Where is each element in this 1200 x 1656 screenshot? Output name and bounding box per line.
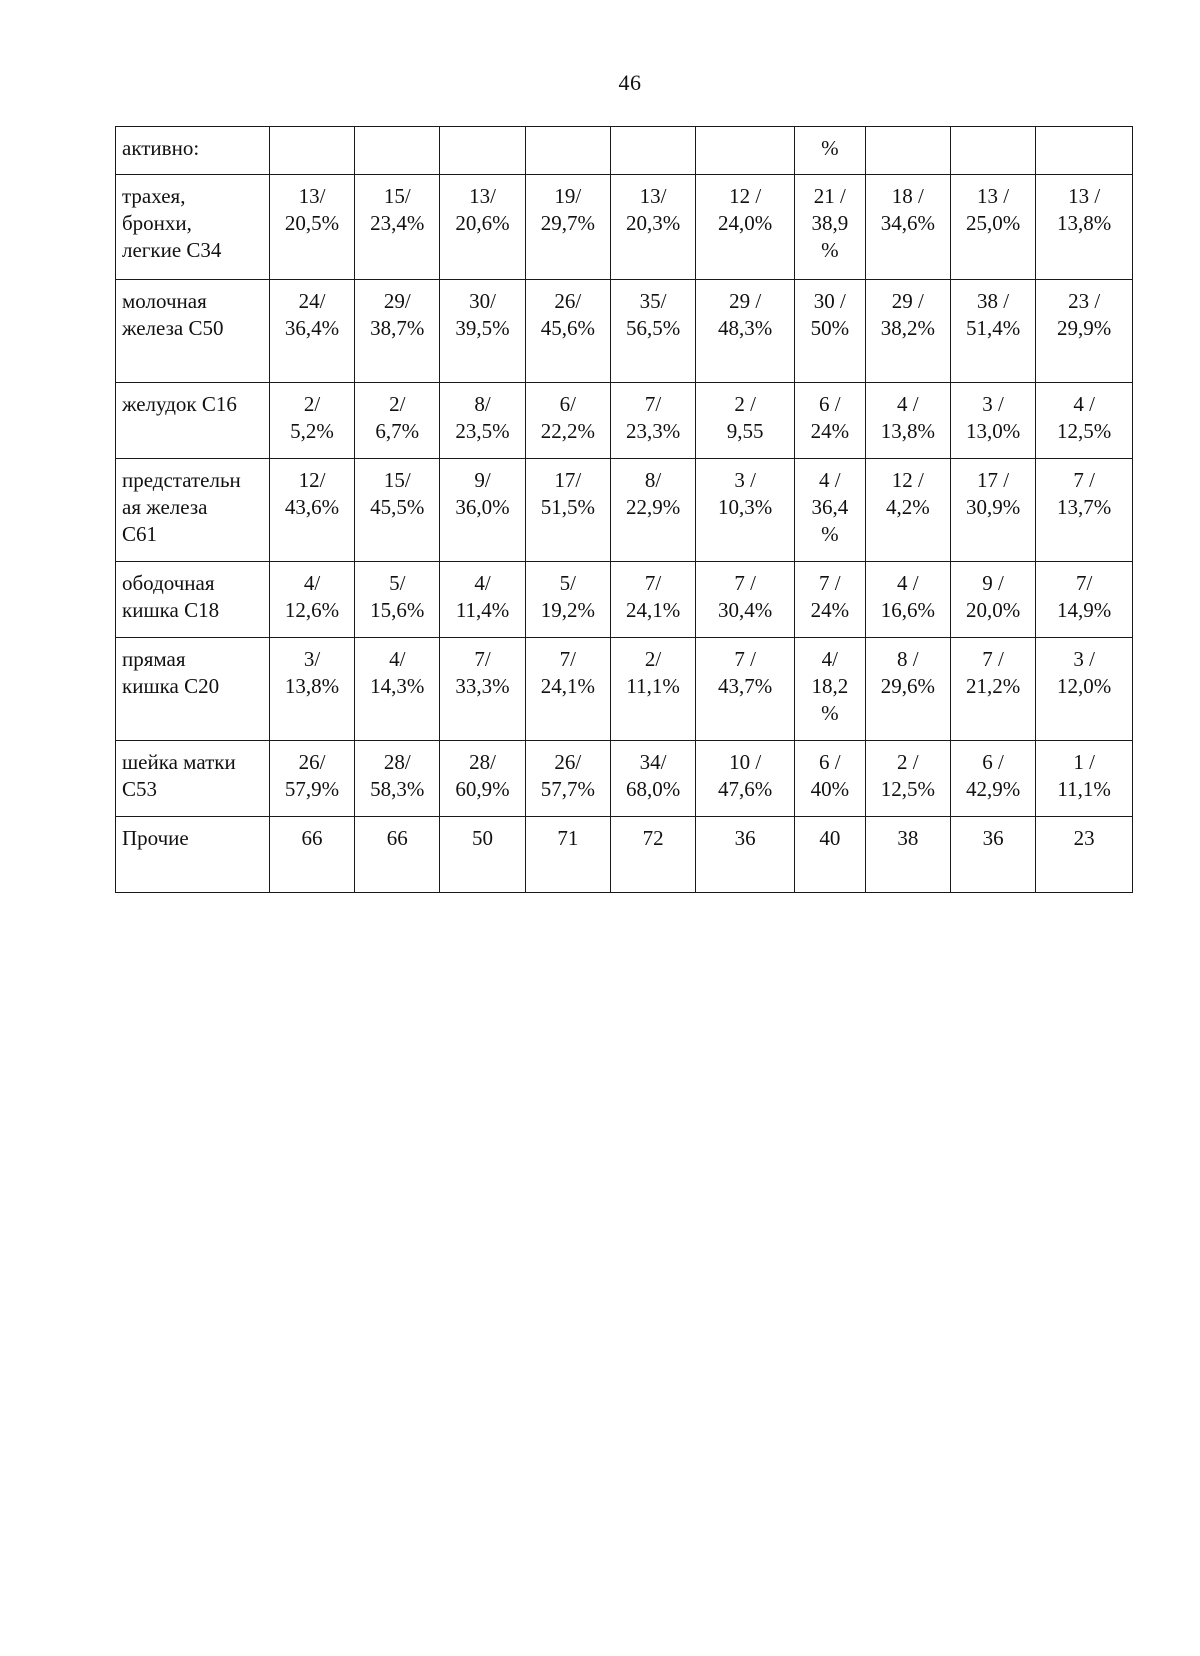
data-cell [269, 817, 354, 893]
row-label-line: бронхи, [122, 211, 192, 235]
cell-value-line: 13,8% [1056, 211, 1112, 235]
data-cell [610, 383, 695, 459]
data-cell [1036, 280, 1133, 383]
data-cell [865, 280, 950, 383]
cell-value-line: 17/ [554, 468, 582, 492]
row-label-line: ая железа [122, 495, 208, 519]
table-row [116, 817, 1133, 893]
cell-value-line: % [821, 136, 839, 160]
data-cell [865, 562, 950, 638]
data-cell [610, 817, 695, 893]
cell-value-line: 10,3% [717, 495, 773, 519]
cell-value-line: 30,4% [717, 598, 773, 622]
data-cell [610, 280, 695, 383]
data-cell [355, 383, 440, 459]
cell-value-line: 13,8% [284, 674, 340, 698]
row-label-cell [116, 175, 270, 280]
cell-value-line: % [821, 238, 839, 262]
cell-value-line: 3 / [1073, 647, 1095, 671]
cell-value-line: 2/ [303, 392, 321, 416]
data-cell [610, 175, 695, 280]
cell-value-line: 4 / [897, 392, 919, 416]
data-cell [269, 175, 354, 280]
data-cell [865, 175, 950, 280]
cell-value-line: 38,2% [880, 316, 935, 340]
data-cell [269, 280, 354, 383]
cell-value-line: 29,7% [540, 211, 595, 235]
cell-value-line: 11,1% [626, 674, 680, 698]
cell-value-line: 12,5% [1056, 419, 1112, 443]
data-cell [1036, 127, 1133, 175]
cell-value-line: 7 / [982, 647, 1004, 671]
data-cell [795, 383, 866, 459]
cell-value-line: 20,0% [965, 598, 1021, 622]
data-cell [950, 175, 1035, 280]
cell-value-line: 40 [819, 826, 841, 850]
data-cell [950, 562, 1035, 638]
row-label-cell [116, 280, 270, 383]
cell-value-line: 38,9 [811, 211, 849, 235]
cell-value-line: 29,9% [1056, 316, 1112, 340]
cell-value-line: 26/ [554, 289, 582, 313]
cell-value-line: % [821, 701, 839, 725]
cell-value-line: 57,7% [540, 777, 595, 801]
cell-value-line: 34/ [639, 750, 667, 774]
cell-value-line: 36 [982, 826, 1004, 850]
cell-value-line: 4,2% [885, 495, 930, 519]
cell-value-line: 24,1% [625, 598, 681, 622]
cell-value-line: 24% [810, 419, 850, 443]
cell-value-line: 21 / [813, 184, 846, 208]
data-cell [696, 638, 795, 741]
cell-value-line: 6,7% [375, 419, 420, 443]
cell-value-line: 23,3% [625, 419, 681, 443]
cell-value-line: 38 / [977, 289, 1010, 313]
row-label-line: активно: [122, 136, 200, 160]
table-row [116, 280, 1133, 383]
cell-value-line: 60,9% [455, 777, 510, 801]
cell-value-line: 36,4 [811, 495, 849, 519]
data-cell [440, 280, 525, 383]
data-cell [610, 127, 695, 175]
data-cell [1036, 562, 1133, 638]
data-cell [865, 741, 950, 817]
row-label-cell [116, 562, 270, 638]
data-cell [440, 817, 525, 893]
cell-value-line: 12,0% [1056, 674, 1112, 698]
cell-value-line: 68,0% [625, 777, 681, 801]
cell-value-line: % [821, 522, 839, 546]
cell-value-line: 30,9% [965, 495, 1021, 519]
data-cell [1036, 459, 1133, 562]
data-cell [696, 741, 795, 817]
cell-value-line: 6 / [819, 392, 841, 416]
data-cell [610, 562, 695, 638]
cell-value-line: 15/ [383, 468, 411, 492]
cell-value-line: 2/ [644, 647, 662, 671]
cell-value-line: 20,5% [284, 211, 340, 235]
cell-value-line: 7 / [734, 571, 756, 595]
table-row [116, 638, 1133, 741]
data-cell [355, 127, 440, 175]
cell-value-line: 20,6% [455, 211, 510, 235]
row-label-line: кишка С20 [122, 674, 220, 698]
data-cell [269, 638, 354, 741]
row-label-line: молочная [122, 289, 207, 313]
cell-value-line: 58,3% [370, 777, 425, 801]
cell-value-line: 45,5% [370, 495, 425, 519]
cell-value-line: 4 / [1073, 392, 1095, 416]
data-cell [269, 127, 354, 175]
data-cell [865, 817, 950, 893]
data-cell [865, 383, 950, 459]
data-cell [950, 459, 1035, 562]
cell-value-line: 43,6% [284, 495, 340, 519]
data-cell [610, 741, 695, 817]
cell-value-line: 29/ [383, 289, 411, 313]
data-cell [795, 817, 866, 893]
data-cell [355, 741, 440, 817]
row-label-cell [116, 459, 270, 562]
data-cell [1036, 638, 1133, 741]
row-label-line: легкие С34 [122, 238, 222, 262]
row-label-cell [116, 741, 270, 817]
cell-value-line: 42,9% [965, 777, 1021, 801]
cell-value-line: 12,6% [284, 598, 340, 622]
cell-value-line: 7/ [644, 571, 662, 595]
cell-value-line: 7 / [819, 571, 841, 595]
cell-value-line: 13 / [977, 184, 1010, 208]
page-number: 46 [618, 70, 642, 95]
cell-value-line: 7/ [644, 392, 662, 416]
data-cell [696, 459, 795, 562]
cancer-statistics-table [115, 126, 1133, 893]
cell-value-line: 36,0% [455, 495, 510, 519]
cell-value-line: 19/ [554, 184, 582, 208]
row-label-cell [116, 817, 270, 893]
cell-value-line: 20,3% [625, 211, 681, 235]
cell-value-line: 23,4% [370, 211, 425, 235]
cell-value-line: 5/ [389, 571, 406, 595]
data-cell [269, 562, 354, 638]
table-row [116, 741, 1133, 817]
data-cell [355, 817, 440, 893]
cell-value-line: 21,2% [965, 674, 1021, 698]
data-cell [795, 280, 866, 383]
table-row [116, 459, 1133, 562]
data-cell [355, 638, 440, 741]
cell-value-line: 72 [642, 826, 664, 850]
cell-value-line: 51,5% [540, 495, 595, 519]
row-label-line: железа С50 [122, 316, 224, 340]
cell-value-line: 26/ [554, 750, 582, 774]
data-cell [525, 638, 610, 741]
data-cell [696, 175, 795, 280]
data-cell [950, 280, 1035, 383]
data-cell [795, 638, 866, 741]
cell-value-line: 5/ [559, 571, 576, 595]
data-cell [1036, 383, 1133, 459]
data-cell [525, 741, 610, 817]
cell-value-line: 13/ [298, 184, 326, 208]
cell-value-line: 57,9% [284, 777, 340, 801]
cell-value-line: 38 [897, 826, 919, 850]
data-cell [950, 383, 1035, 459]
data-cell [355, 562, 440, 638]
cell-value-line: 12,5% [880, 777, 935, 801]
cell-value-line: 22,9% [625, 495, 681, 519]
cell-value-line: 9/ [474, 468, 491, 492]
data-cell [440, 459, 525, 562]
cell-value-line: 9 / [982, 571, 1004, 595]
cell-value-line: 24% [810, 598, 850, 622]
cell-value-line: 13 / [1068, 184, 1101, 208]
cell-value-line: 24,1% [540, 674, 595, 698]
cell-value-line: 29 / [891, 289, 924, 313]
data-cell [355, 280, 440, 383]
table-row [116, 383, 1133, 459]
cell-value-line: 15/ [383, 184, 411, 208]
cell-value-line: 4/ [474, 571, 491, 595]
data-cell [269, 741, 354, 817]
cell-value-line: 45,6% [540, 316, 595, 340]
cell-value-line: 4/ [821, 647, 839, 671]
data-cell [696, 383, 795, 459]
row-label-line: шейка матки [122, 750, 236, 774]
row-label-line: ободочная [122, 571, 215, 595]
data-cell [865, 127, 950, 175]
cell-value-line: 50 [472, 826, 494, 850]
cell-value-line: 11,1% [1057, 777, 1111, 801]
cell-value-line: 18 / [891, 184, 924, 208]
cell-value-line: 28/ [383, 750, 411, 774]
row-label-cell [116, 638, 270, 741]
row-label-cell [116, 383, 270, 459]
data-cell [696, 127, 795, 175]
cell-value-line: 2 / [734, 392, 756, 416]
data-cell [1036, 741, 1133, 817]
data-cell [440, 638, 525, 741]
cell-value-line: 13,8% [880, 419, 935, 443]
data-cell [696, 562, 795, 638]
data-cell [525, 562, 610, 638]
data-cell [525, 459, 610, 562]
cell-value-line: 1 / [1073, 750, 1095, 774]
data-cell [865, 638, 950, 741]
row-label-line: трахея, [122, 184, 186, 208]
data-cell [525, 817, 610, 893]
data-cell [440, 383, 525, 459]
cell-value-line: 9,55 [726, 419, 764, 443]
cell-value-line: 39,5% [455, 316, 510, 340]
cell-value-line: 4 / [897, 571, 919, 595]
cell-value-line: 36 [734, 826, 756, 850]
cell-value-line: 7/ [559, 647, 576, 671]
data-cell [795, 741, 866, 817]
cell-value-line: 43,7% [717, 674, 773, 698]
data-cell [610, 638, 695, 741]
data-cell [610, 459, 695, 562]
table-row [116, 175, 1133, 280]
data-cell [696, 817, 795, 893]
cell-value-line: 16,6% [880, 598, 935, 622]
cell-value-line: 24/ [298, 289, 326, 313]
cell-value-line: 34,6% [880, 211, 935, 235]
cell-value-line: 29,6% [880, 674, 935, 698]
cell-value-line: 24,0% [717, 211, 773, 235]
data-cell [1036, 175, 1133, 280]
cell-value-line: 30 / [813, 289, 846, 313]
cell-value-line: 6 / [982, 750, 1004, 774]
cell-value-line: 13,7% [1056, 495, 1112, 519]
cell-value-line: 14,9% [1056, 598, 1112, 622]
cell-value-line: 25,0% [965, 211, 1021, 235]
cell-value-line: 11,4% [455, 598, 510, 622]
cell-value-line: 47,6% [717, 777, 773, 801]
cell-value-line: 13,0% [965, 419, 1021, 443]
cell-value-line: 12 / [891, 468, 924, 492]
cell-value-line: 23 [1073, 826, 1095, 850]
data-cell [950, 127, 1035, 175]
cell-value-line: 23 / [1068, 289, 1101, 313]
cell-value-line: 48,3% [717, 316, 773, 340]
cell-value-line: 8 / [897, 647, 919, 671]
data-cell [269, 383, 354, 459]
row-label-cell [116, 127, 270, 175]
cell-value-line: 22,2% [540, 419, 595, 443]
data-cell [440, 562, 525, 638]
cell-value-line: 3 / [734, 468, 756, 492]
row-label-line: С61 [122, 522, 158, 546]
data-cell [950, 817, 1035, 893]
cell-value-line: 26/ [298, 750, 326, 774]
cell-value-line: 33,3% [455, 674, 510, 698]
cell-value-line: 28/ [469, 750, 496, 774]
cell-value-line: 7 / [1073, 468, 1095, 492]
data-cell [440, 741, 525, 817]
cell-value-line: 13/ [469, 184, 496, 208]
cell-value-line: 66 [386, 826, 408, 850]
cell-value-line: 12 / [729, 184, 762, 208]
cell-value-line: 23,5% [455, 419, 510, 443]
data-cell [440, 175, 525, 280]
data-cell [696, 280, 795, 383]
row-label-line: желудок С16 [122, 392, 237, 416]
data-cell [525, 175, 610, 280]
cell-value-line: 13/ [639, 184, 667, 208]
cell-value-line: 2/ [389, 392, 406, 416]
data-cell [950, 638, 1035, 741]
cell-value-line: 10 / [729, 750, 762, 774]
cell-value-line: 50% [810, 316, 850, 340]
data-cell [795, 459, 866, 562]
data-cell [1036, 817, 1133, 893]
cell-value-line: 5,2% [290, 419, 334, 443]
cell-value-line: 8/ [644, 468, 662, 492]
cell-value-line: 29 / [729, 289, 762, 313]
cell-value-line: 66 [301, 826, 323, 850]
cell-value-line: 8/ [474, 392, 491, 416]
cell-value-line: 40% [810, 777, 850, 801]
cell-value-line: 4 / [819, 468, 841, 492]
cell-value-line: 12/ [298, 468, 326, 492]
data-cell [440, 127, 525, 175]
cell-value-line: 71 [557, 826, 579, 850]
cell-value-line: 51,4% [965, 316, 1021, 340]
cell-value-line: 15,6% [370, 598, 425, 622]
table-body [116, 127, 1133, 893]
data-cell [795, 175, 866, 280]
data-cell [355, 459, 440, 562]
row-label-line: прямая [122, 647, 186, 671]
data-cell [795, 127, 866, 175]
cell-value-line: 7/ [1075, 571, 1093, 595]
data-cell [950, 741, 1035, 817]
cell-value-line: 30/ [469, 289, 496, 313]
cell-value-line: 6/ [559, 392, 576, 416]
cell-value-line: 18,2 [811, 674, 849, 698]
cell-value-line: 19,2% [540, 598, 595, 622]
cell-value-line: 56,5% [625, 316, 681, 340]
table-row [116, 562, 1133, 638]
cell-value-line: 35/ [639, 289, 667, 313]
data-cell [525, 280, 610, 383]
cell-value-line: 14,3% [370, 674, 425, 698]
cell-value-line: 4/ [303, 571, 321, 595]
cell-value-line: 38,7% [370, 316, 425, 340]
data-cell [525, 383, 610, 459]
cell-value-line: 3 / [982, 392, 1004, 416]
cell-value-line: 7 / [734, 647, 756, 671]
data-cell [525, 127, 610, 175]
cell-value-line: 36,4% [284, 316, 340, 340]
cell-value-line: 3/ [303, 647, 321, 671]
data-cell [355, 175, 440, 280]
cell-value-line: 7/ [474, 647, 491, 671]
cell-value-line: 2 / [897, 750, 919, 774]
row-label-line: кишка С18 [122, 598, 220, 622]
data-cell [269, 459, 354, 562]
row-label-line: предстательн [122, 468, 241, 492]
cell-value-line: 6 / [819, 750, 841, 774]
data-cell [865, 459, 950, 562]
data-cell [795, 562, 866, 638]
cell-value-line: 4/ [389, 647, 406, 671]
cell-value-line: 17 / [977, 468, 1010, 492]
row-label-line: С53 [122, 777, 158, 801]
row-label-line: Прочие [122, 826, 189, 850]
table-row [116, 127, 1133, 175]
